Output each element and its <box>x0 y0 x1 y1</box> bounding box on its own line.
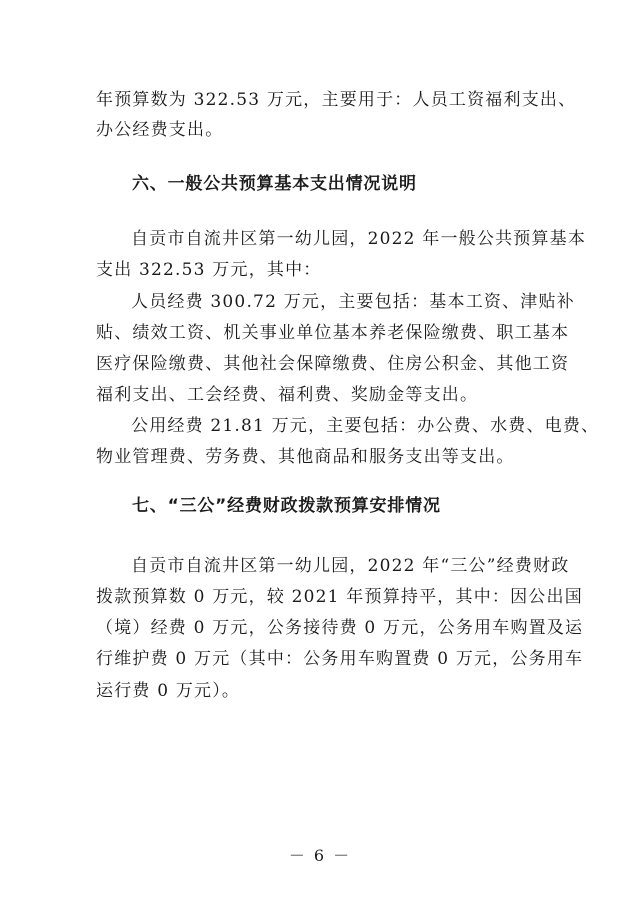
section-7-heading: 七、“三公”经费财政拨款预算安排情况 <box>132 496 441 516</box>
continuation-line-2: 办公经费支出。 <box>96 120 224 140</box>
section-6-paragraph-3-line-1: 公用经费 21.81 万元，主要包括：办公费、水费、电费、 <box>131 416 600 436</box>
page-number: － 6 － <box>288 846 352 865</box>
section-7-paragraph-line-2: 拨款预算数 0 万元，较 2021 年预算持平，其中：因公出国 <box>96 587 583 607</box>
section-6-paragraph-2-line-1: 人员经费 300.72 万元，主要包括：基本工资、津贴补 <box>131 292 575 312</box>
section-6-paragraph-3-line-2: 物业管理费、劳务费、其他商品和服务支出等支出。 <box>96 447 515 467</box>
section-7-paragraph-line-3: （境）经费 0 万元，公务接待费 0 万元，公务用车购置及运 <box>96 618 584 638</box>
section-6-heading: 六、一般公共预算基本支出情况说明 <box>132 174 417 194</box>
section-6-paragraph-2-line-3: 医疗保险缴费、其他社会保障缴费、住房公积金、其他工资 <box>96 354 570 374</box>
section-6-paragraph-2-line-4: 福利支出、工会经费、福利费、奖励金等支出。 <box>96 385 479 405</box>
section-6-paragraph-1-line-1: 自贡市自流井区第一幼儿园，2022 年一般公共预算基本 <box>131 229 587 249</box>
continuation-line-1: 年预算数为 322.53 万元，主要用于：人员工资福利支出、 <box>96 90 577 110</box>
section-6-paragraph-2-line-2: 贴、绩效工资、机关事业单位基本养老保险缴费、职工基本 <box>96 323 570 343</box>
section-6-paragraph-1-line-2: 支出 322.53 万元，其中： <box>96 260 322 280</box>
section-7-paragraph-line-1: 自贡市自流井区第一幼儿园，2022 年“三公”经费财政 <box>131 556 570 576</box>
section-7-paragraph-line-5: 运行费 0 万元）。 <box>96 681 241 701</box>
section-7-paragraph-line-4: 行维护费 0 万元（其中：公务用车购置费 0 万元，公务用车 <box>96 649 584 669</box>
